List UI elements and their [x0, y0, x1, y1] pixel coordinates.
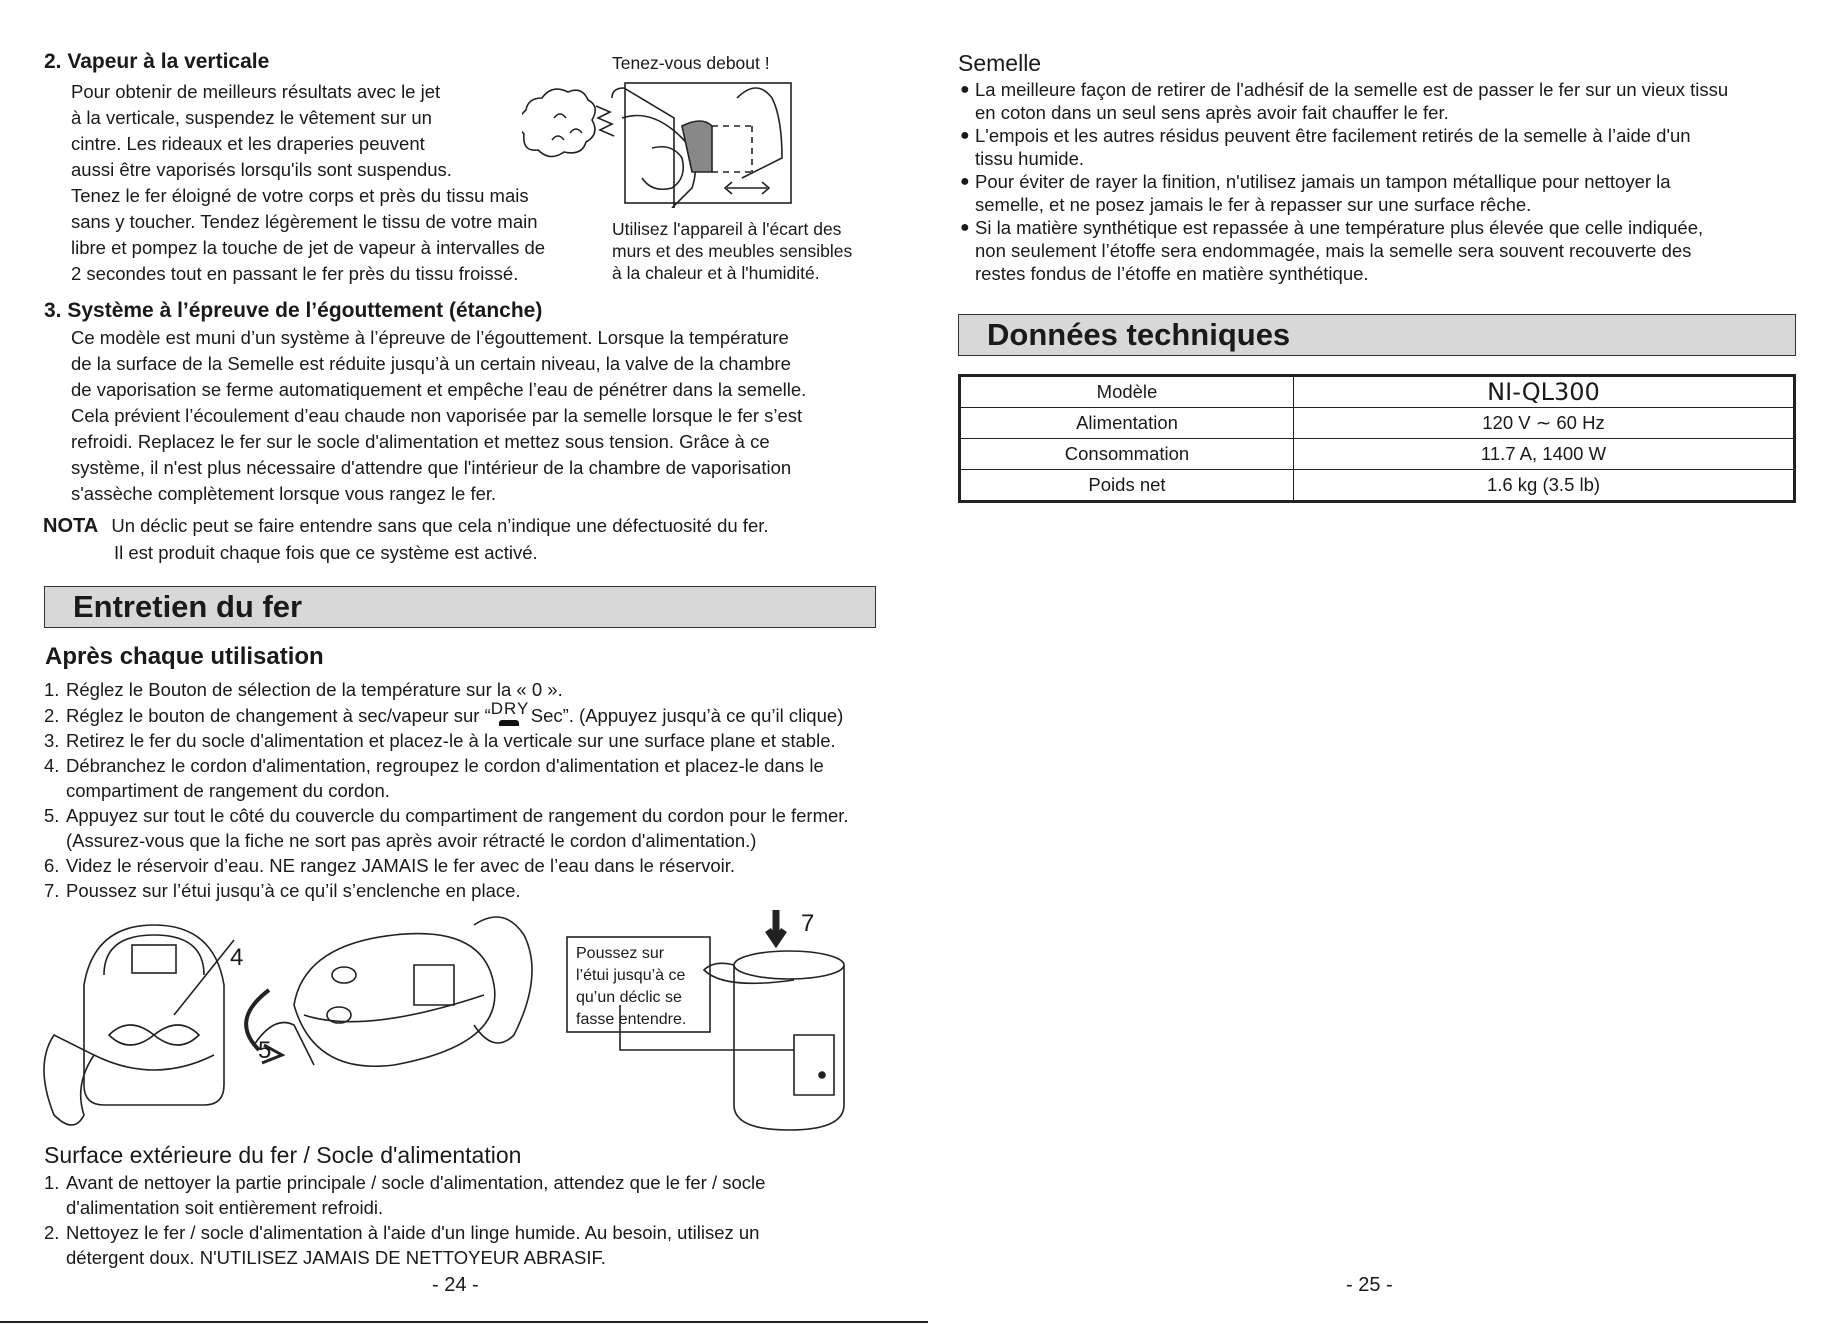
semelle-title: Semelle — [958, 50, 1042, 76]
section-2-text-b — [71, 183, 545, 287]
vertical-steam-illustration — [522, 78, 882, 208]
list-item — [44, 753, 894, 803]
nota-block — [43, 513, 769, 539]
step-text: Sec”. (Appuyez jusqu’à ce qu’il clique) — [530, 705, 844, 726]
step-text: Réglez le Bouton de sélection de la température sur la « 0 ». — [66, 679, 563, 700]
step-num: 4. — [44, 755, 60, 776]
bullet-line: Pour éviter de rayer la finition, n'utilisez jamais un tampon métallique pour nettoyer la — [975, 171, 1671, 192]
callout-line: fasse entendre. — [576, 1011, 687, 1028]
list-item: ● L'empois et les autres résidus peuvent être facilement retirés de la semelle à l’aide d'un tissu humide. — [958, 124, 1818, 170]
step-num: 1. — [44, 679, 60, 700]
section-2-title: 2. Vapeur à la verticale — [44, 50, 270, 73]
figure-label-7: 7 — [801, 910, 815, 937]
step-text: Réglez le bouton de changement à sec/vapeur sur “ — [66, 705, 491, 726]
step-num: 1. — [44, 1172, 60, 1193]
caption-distance — [612, 218, 852, 284]
text-line: Cela prévient l’écoulement d’eau chaude non vaporisée par la semelle lorsque le fer s’est — [71, 405, 803, 426]
spec-label: Poids net — [960, 470, 1294, 502]
text-line: 2 secondes tout en passant le fer près du tissu froissé. — [71, 263, 519, 284]
text-line: système, il n'est plus nécessaire d'attendre que l'intérieur de la chambre de vaporisation — [71, 457, 792, 478]
list-item — [44, 699, 894, 728]
spec-value: 120 V ∼ 60 Hz — [1294, 408, 1795, 439]
bullet-line: en coton dans un seul sens après avoir fait chauffer le fer. — [975, 102, 1449, 123]
section-2-text-a — [71, 79, 452, 183]
list-item: ● La meilleure façon de retirer de l'adhésif de la semelle est de passer le fer sur un vieux tissu en coton dans un seul sens après avoir fait chauffer le fer. — [958, 78, 1818, 124]
step-text-cont: d'alimentation soit entièrement refroidi. — [66, 1197, 384, 1218]
bullet-line: semelle, et ne posez jamais le fer à repasser sur une surface rêche. — [975, 194, 1532, 215]
list-item: ● Pour éviter de rayer la finition, n'utilisez jamais un tampon métallique pour nettoyer la semelle, et ne posez jamais le fer à repasser sur une surface rêche. — [958, 170, 1818, 216]
band-title: Données techniques — [987, 317, 1291, 352]
nota-line-1: Un déclic peut se faire entendre sans que cela n’indique une défectuosité du fer. — [111, 515, 769, 536]
list-item — [44, 677, 894, 702]
spec-label: Alimentation — [960, 408, 1294, 439]
caption-stand: Tenez-vous debout ! — [612, 53, 770, 73]
spec-label: Modèle — [960, 376, 1294, 408]
step-num: 3. — [44, 730, 60, 751]
step-num: 2. — [44, 1222, 60, 1243]
callout-text — [576, 943, 686, 1031]
text-line: s'assèche complètement lorsque vous rangez le fer. — [71, 483, 497, 504]
dry-symbol-icon — [490, 699, 531, 728]
figure-label-4: 4 — [230, 944, 244, 971]
step-text: Appuyez sur tout le côté du couvercle du compartiment de rangement du cordon pour le fermer. — [66, 805, 849, 826]
table-row — [960, 439, 1795, 470]
figure-label-5: 5 — [258, 1037, 272, 1064]
list-item: ● Si la matière synthétique est repassée à une température plus élevée que celle indiquée, non seulement l’étoffe sera endommagée, mais la semelle sera souvent recouverte des restes fondus de l’étoffe en matière synthétique. — [958, 216, 1818, 285]
text-line: libre et pompez la touche de jet de vapeur à intervalles de — [71, 237, 546, 258]
text-line: sans y toucher. Tendez légèrement le tissu de votre main — [71, 211, 538, 232]
spec-value: NI-QL300 — [1294, 376, 1795, 408]
step-text: Nettoyez le fer / socle d'alimentation à l'aide d'un linge humide. Au besoin, utilisez un — [66, 1222, 760, 1243]
step-text: Avant de nettoyer la partie principale / socle d'alimentation, attendez que le fer / socle — [66, 1172, 766, 1193]
list-item — [44, 1170, 904, 1220]
bullet-line: non seulement l’étoffe sera endommagée, mais la semelle sera souvent recouverte des — [975, 240, 1692, 261]
section-band-donnees — [958, 314, 1796, 356]
page-number: - 25 - — [1346, 1274, 1393, 1296]
nota-label: NOTA — [43, 515, 99, 537]
step-text-cont: (Assurez-vous que la fiche ne sort pas après avoir rétracté le cordon d'alimentation.) — [66, 830, 757, 851]
surface-title: Surface extérieure du fer / Socle d'alimentation — [44, 1142, 522, 1168]
callout-line: l’étui jusqu’à ce — [576, 967, 686, 984]
text-line: Pour obtenir de meilleurs résultats avec le jet — [71, 81, 441, 102]
nota-line-2: Il est produit chaque fois que ce système est activé. — [114, 542, 538, 563]
page-25 — [914, 0, 1828, 1324]
text-line: de la surface de la Semelle est réduite jusqu’à un certain niveau, la valve de la chambre — [71, 353, 791, 374]
bullet-line: La meilleure façon de retirer de l'adhésif de la semelle est de passer le fer sur un vieux tissu — [975, 79, 1729, 100]
caption-line: murs et des meubles sensibles — [612, 241, 853, 261]
text-line: de vaporisation se ferme automatiquement et empêche l’eau de pénétrer dans la semelle. — [71, 379, 807, 400]
table-row — [960, 470, 1795, 502]
text-line: refroidi. Replacez le fer sur le socle d'alimentation et mettez sous tension. Grâce à ce — [71, 431, 770, 452]
band-title: Entretien du fer — [73, 589, 303, 624]
table-row — [960, 376, 1795, 408]
spec-value: 11.7 A, 1400 W — [1294, 439, 1795, 470]
spec-table — [958, 374, 1796, 503]
text-line: à la verticale, suspendez le vêtement sur un — [71, 107, 432, 128]
callout-line: qu’un déclic se — [576, 989, 682, 1006]
section-3-text — [71, 325, 806, 507]
step-text-cont: détergent doux. N'UTILISEZ JAMAIS DE NETTOYEUR ABRASIF. — [66, 1247, 606, 1268]
apres-steps — [44, 677, 894, 903]
text-line: Ce modèle est muni d’un système à l’épreuve de l’égouttement. Lorsque la température — [71, 327, 789, 348]
list-item — [44, 1220, 904, 1270]
apres-title: Après chaque utilisation — [45, 643, 324, 670]
bullet-line: Si la matière synthétique est repassée à une température plus élevée que celle indiquée, — [975, 217, 1704, 238]
step-text: Retirez le fer du socle d'alimentation et placez-le à la verticale sur une surface plane et stable. — [66, 730, 836, 751]
bullet-line: tissu humide. — [975, 148, 1084, 169]
section-band-entretien — [44, 586, 876, 628]
list-item — [44, 853, 894, 878]
step-text: Débranchez le cordon d'alimentation, regroupez le cordon d'alimentation et placez-le dans le — [66, 755, 824, 776]
spec-value: 1.6 kg (3.5 lb) — [1294, 470, 1795, 502]
step-num: 5. — [44, 805, 60, 826]
list-item — [44, 803, 894, 853]
list-item — [44, 878, 894, 903]
step-text: Poussez sur l’étui jusqu’à ce qu’il s’enclenche en place. — [66, 880, 521, 901]
text-line: Tenez le fer éloigné de votre corps et près du tissu mais — [71, 185, 529, 206]
page-number: - 24 - — [432, 1274, 479, 1296]
caption-line: Utilisez l'appareil à l'écart des — [612, 219, 842, 239]
spec-label: Consommation — [960, 439, 1294, 470]
bullet-line: restes fondus de l’étoffe en matière synthétique. — [975, 263, 1369, 284]
bullet-line: L'empois et les autres résidus peuvent être facilement retirés de la semelle à l’aide d'un — [975, 125, 1691, 146]
step-num: 6. — [44, 855, 60, 876]
surface-steps — [44, 1170, 904, 1270]
step-text: Videz le réservoir d’eau. NE rangez JAMAIS le fer avec de l’eau dans le réservoir. — [66, 855, 736, 876]
storage-illustration — [34, 905, 894, 1137]
section-3-title: 3. Système à l’épreuve de l’égouttement (étanche) — [44, 299, 543, 322]
callout-line: Poussez sur — [576, 945, 665, 962]
bottom-rule — [0, 1321, 928, 1323]
semelle-bullets — [958, 78, 1818, 285]
step-num: 2. — [44, 705, 60, 726]
list-item — [44, 728, 894, 753]
text-line: cintre. Les rideaux et les draperies peuvent — [71, 133, 425, 154]
caption-line: à la chaleur et à l'humidité. — [612, 263, 820, 283]
step-num: 7. — [44, 880, 60, 901]
text-line: aussi être vaporisés lorsqu'ils sont suspendus. — [71, 159, 452, 180]
dry-label: DRY — [490, 699, 530, 718]
step-text-cont: compartiment de rangement du cordon. — [66, 780, 390, 801]
table-row — [960, 408, 1795, 439]
